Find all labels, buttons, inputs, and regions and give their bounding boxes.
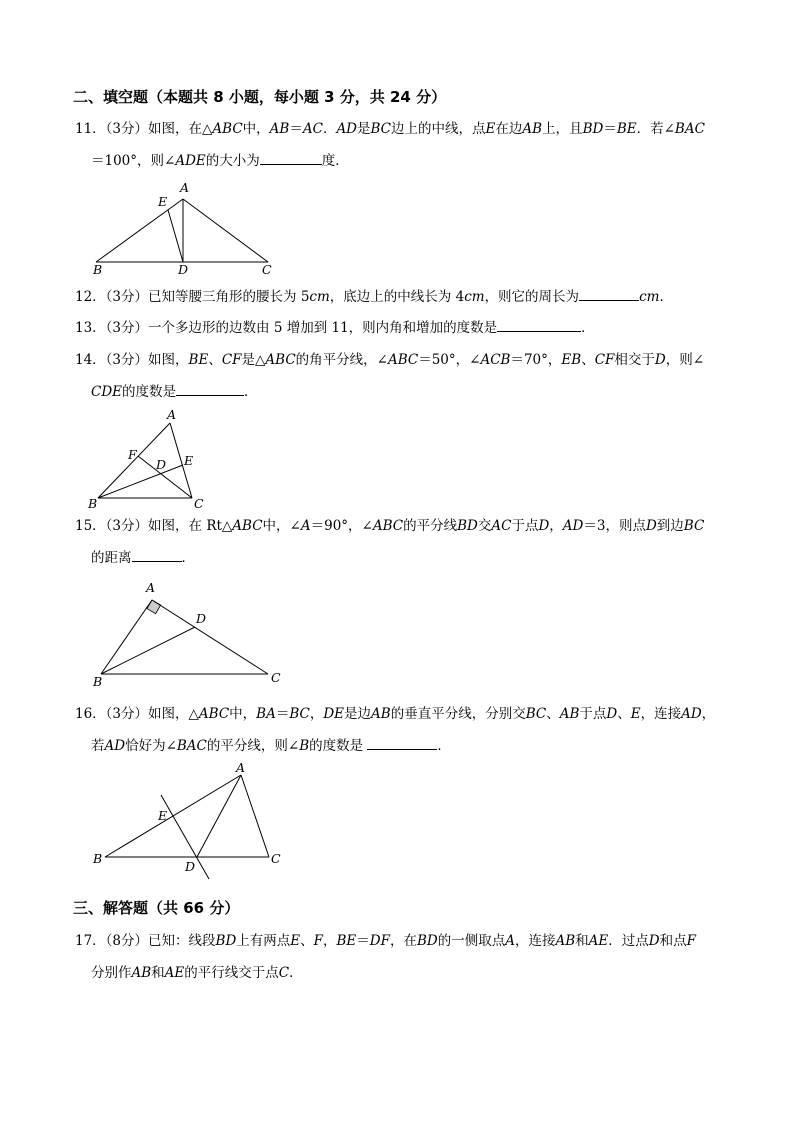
q16-var: E	[630, 706, 641, 722]
q11-var: AB	[522, 121, 543, 137]
q14-var: ABC	[387, 352, 419, 368]
q15-text: ，	[549, 518, 563, 534]
q17-text: 和	[575, 933, 589, 949]
answer-blank-11[interactable]	[260, 151, 322, 165]
q15-text: 交	[477, 518, 492, 534]
q16-text: 是边	[344, 706, 372, 722]
q17-text: ，	[323, 933, 337, 949]
line-AD	[197, 775, 241, 857]
q11-var: AC	[302, 121, 323, 137]
q17-var: AE	[164, 965, 185, 981]
question-13	[75, 318, 595, 338]
question-17-line-2	[91, 963, 303, 983]
q14-text: ＝70°，	[510, 352, 562, 368]
q17-text: ，连接	[515, 933, 556, 949]
q17-var: DF	[369, 933, 390, 949]
q11-number: 11．（3分）	[75, 121, 149, 137]
q14-var: D	[654, 352, 666, 368]
label-D: D	[185, 859, 196, 874]
q14-text: ＝50°，∠	[418, 352, 481, 368]
q14-text: 相交于	[614, 352, 655, 368]
q14-text: 、	[581, 352, 595, 368]
q15-text: 的平分线	[403, 518, 458, 534]
q13-text: ．	[581, 320, 595, 336]
label-A: A	[167, 407, 177, 422]
q16-var: BA	[256, 706, 276, 722]
q17-text: 和点	[659, 933, 687, 949]
answer-blank-13[interactable]	[497, 318, 581, 332]
q16-var: BAC	[176, 738, 207, 754]
q16-var: AD	[681, 706, 702, 722]
line-AC	[241, 775, 269, 857]
q11-text: 边上的中线，点	[391, 121, 486, 137]
question-16-line-2	[91, 736, 451, 756]
q11-text: 的大小为	[205, 153, 260, 169]
q15-var: BD	[457, 518, 478, 534]
label-E: E	[184, 453, 194, 468]
q11-text: 如图，在△	[148, 121, 213, 137]
q17-var: F	[686, 933, 696, 949]
label-B: B	[93, 674, 103, 689]
figure-q14-triangle	[80, 405, 220, 513]
q16-text: ，连接	[640, 706, 682, 722]
q17-var: BD	[215, 933, 237, 949]
q16-var: BC	[289, 706, 310, 722]
question-11-line-1	[75, 119, 705, 139]
q17-var: BE	[336, 933, 357, 949]
q16-text: 若	[91, 738, 105, 754]
label-C: C	[194, 496, 204, 511]
q16-text: 中，	[229, 706, 257, 722]
q12-unit: cm	[309, 289, 330, 305]
q15-var: AC	[491, 518, 512, 534]
q17-text: 分别作	[91, 965, 132, 981]
q14-var: CDE	[91, 384, 123, 400]
label-C: C	[262, 262, 272, 277]
label-B: B	[93, 262, 103, 277]
label-D: D	[156, 457, 167, 472]
q16-text: 、	[546, 706, 560, 722]
label-D: D	[196, 611, 207, 626]
q16-text: ＝	[275, 706, 290, 722]
figure-q11-triangle	[85, 178, 285, 278]
question-12	[75, 287, 673, 307]
q15-var: D	[538, 518, 550, 534]
q14-text: 的角平分线，∠	[295, 352, 388, 368]
right-angle-mark	[147, 600, 161, 614]
q15-text: ＝90°，∠	[310, 518, 373, 534]
q15-var: AD	[562, 518, 584, 534]
question-16-line-1	[75, 704, 715, 724]
q15-text: 到边	[656, 518, 684, 534]
line-BA	[101, 600, 152, 674]
q14-text: 的度数是	[122, 384, 177, 400]
question-14-line-1	[75, 350, 704, 370]
q11-text: 上，且	[542, 121, 583, 137]
q13-text: 一个多边形的边数由 5 增加到 11，则内角和增加的度数是	[148, 320, 498, 336]
q12-unit: cm	[464, 289, 485, 305]
q11-var: AB	[269, 121, 290, 137]
q11-var: E	[485, 121, 496, 137]
q11-var: ABC	[212, 121, 243, 137]
q17-var: A	[505, 933, 515, 949]
answer-blank-12[interactable]	[579, 287, 639, 301]
q17-var: E	[290, 933, 301, 949]
q17-text: ．过点	[608, 933, 649, 949]
label-A: A	[236, 760, 246, 775]
q15-text: 如图，在 Rt△	[148, 518, 233, 534]
question-15-line-1	[75, 516, 704, 536]
q16-text: ，	[701, 706, 716, 722]
line-BD	[101, 627, 195, 674]
q11-text: ．若∠	[636, 121, 675, 137]
figure-q16-triangle	[85, 758, 295, 883]
section-title-fill-in: 二、填空题（本题共 8 小题，每小题 3 分，共 24 分）	[73, 88, 447, 106]
q12-text: 已知等腰三角形的腰长为 5	[148, 289, 310, 305]
q17-text: ，在	[390, 933, 417, 949]
q16-var: D	[606, 706, 618, 722]
q13-number: 13．（3分）	[75, 320, 149, 336]
q15-text: 的距离	[91, 550, 132, 566]
q17-text: 的平行线交于点	[184, 965, 279, 981]
q17-text: ＝	[356, 933, 370, 949]
label-C: C	[271, 670, 281, 685]
q17-text: 的一侧取点	[437, 933, 506, 949]
q12-unit: cm	[639, 289, 660, 305]
q14-text: 如图，	[148, 352, 189, 368]
q14-var: ACB	[480, 352, 511, 368]
q11-text: ＝	[289, 121, 303, 137]
q17-text: 上有两点	[236, 933, 291, 949]
q17-var: AB	[131, 965, 152, 981]
q17-text: 已知：线段	[148, 933, 216, 949]
q17-var: BD	[417, 933, 438, 949]
q15-text: 于点	[511, 518, 539, 534]
q15-var: D	[645, 518, 657, 534]
label-C: C	[271, 851, 281, 866]
q17-number: 17．（8分）	[75, 933, 149, 949]
q15-var: ABC	[232, 518, 263, 534]
q16-var: AB	[559, 706, 580, 722]
q15-var: BC	[683, 518, 705, 534]
q15-text: 中，∠	[262, 518, 301, 534]
label-B: B	[88, 496, 98, 511]
label-A: A	[180, 180, 190, 195]
q11-text: 中，	[242, 121, 270, 137]
q14-number: 14．（3分）	[75, 352, 149, 368]
q17-var: AB	[555, 933, 576, 949]
q11-var: BAC	[674, 121, 705, 137]
q17-text: ．	[289, 965, 303, 981]
q11-text: 度．	[321, 153, 349, 169]
q11-var: AD	[336, 121, 358, 137]
q15-number: 15．（3分）	[75, 518, 149, 534]
q11-var: BC	[370, 121, 392, 137]
section-title-answer: 三、解答题（共 66 分）	[73, 899, 240, 917]
q16-text: 的度数是	[309, 738, 364, 754]
q12-text: ．	[659, 289, 673, 305]
q16-var: B	[299, 738, 310, 754]
label-F: F	[128, 447, 137, 462]
q17-var: AE	[588, 933, 609, 949]
q11-text: ＝	[603, 121, 617, 137]
q11-var: ADE	[175, 153, 206, 169]
q14-text: 是△	[241, 352, 266, 368]
q14-var: CF	[594, 352, 615, 368]
q16-text: 的垂直平分线，分别交	[390, 706, 526, 722]
q17-text: 和	[151, 965, 165, 981]
line-AC	[152, 600, 268, 674]
q14-text: ．	[244, 384, 258, 400]
q15-var: ABC	[372, 518, 404, 534]
q15-text: ＝3，则点	[583, 518, 646, 534]
question-15-line-2	[91, 548, 195, 568]
q17-var: D	[648, 933, 660, 949]
q11-text: ＝100°，则∠	[91, 153, 176, 169]
label-D: D	[178, 262, 189, 277]
line-BA	[96, 199, 183, 262]
label-E: E	[158, 808, 168, 823]
q16-number: 16．（3分）	[75, 706, 149, 722]
answer-blank-16[interactable]	[367, 736, 437, 750]
q14-var: EB	[561, 352, 582, 368]
question-14-line-2	[91, 382, 258, 402]
q11-text: 在边	[495, 121, 523, 137]
q16-text: 如图，△	[148, 706, 199, 722]
answer-blank-14[interactable]	[176, 382, 244, 396]
question-11-line-2	[91, 151, 349, 171]
line-ED	[168, 210, 183, 262]
answer-blank-15[interactable]	[132, 548, 182, 562]
q16-var: AD	[104, 738, 126, 754]
label-E: E	[158, 194, 168, 209]
q11-var: BD	[582, 121, 604, 137]
line-AC	[183, 199, 268, 262]
q12-number: 12．（3分）	[75, 289, 149, 305]
q17-text: 、	[300, 933, 314, 949]
label-B: B	[93, 851, 103, 866]
q12-text: ，则它的周长为	[484, 289, 580, 305]
q16-var: AB	[371, 706, 391, 722]
q15-text: ．	[181, 550, 195, 566]
q16-var: ABC	[198, 706, 230, 722]
q16-text: 于点	[579, 706, 607, 722]
q16-var: BC	[525, 706, 547, 722]
q12-text: ，底边上的中线长为 4	[329, 289, 465, 305]
q17-var: F	[313, 933, 324, 949]
q16-text: 恰好为∠	[125, 738, 177, 754]
q16-text: ．	[437, 738, 451, 754]
q14-var: ABC	[265, 352, 296, 368]
q15-var: A	[300, 518, 311, 534]
figure-q15-right-triangle	[85, 576, 290, 691]
q11-var: BE	[616, 121, 637, 137]
q14-var: CF	[221, 352, 242, 368]
q16-text: 、	[617, 706, 631, 722]
q16-var: DE	[323, 706, 345, 722]
q11-text: ．	[322, 121, 337, 137]
q17-var: C	[278, 965, 290, 981]
question-17-line-1	[75, 931, 696, 951]
q14-var: BE	[188, 352, 209, 368]
q14-text: ，则∠	[665, 352, 705, 368]
q16-text: 的平分线，则∠	[206, 738, 300, 754]
q14-text: 、	[208, 352, 222, 368]
q11-text: 是	[357, 121, 371, 137]
q16-text: ，	[309, 706, 324, 722]
label-A: A	[146, 580, 156, 595]
